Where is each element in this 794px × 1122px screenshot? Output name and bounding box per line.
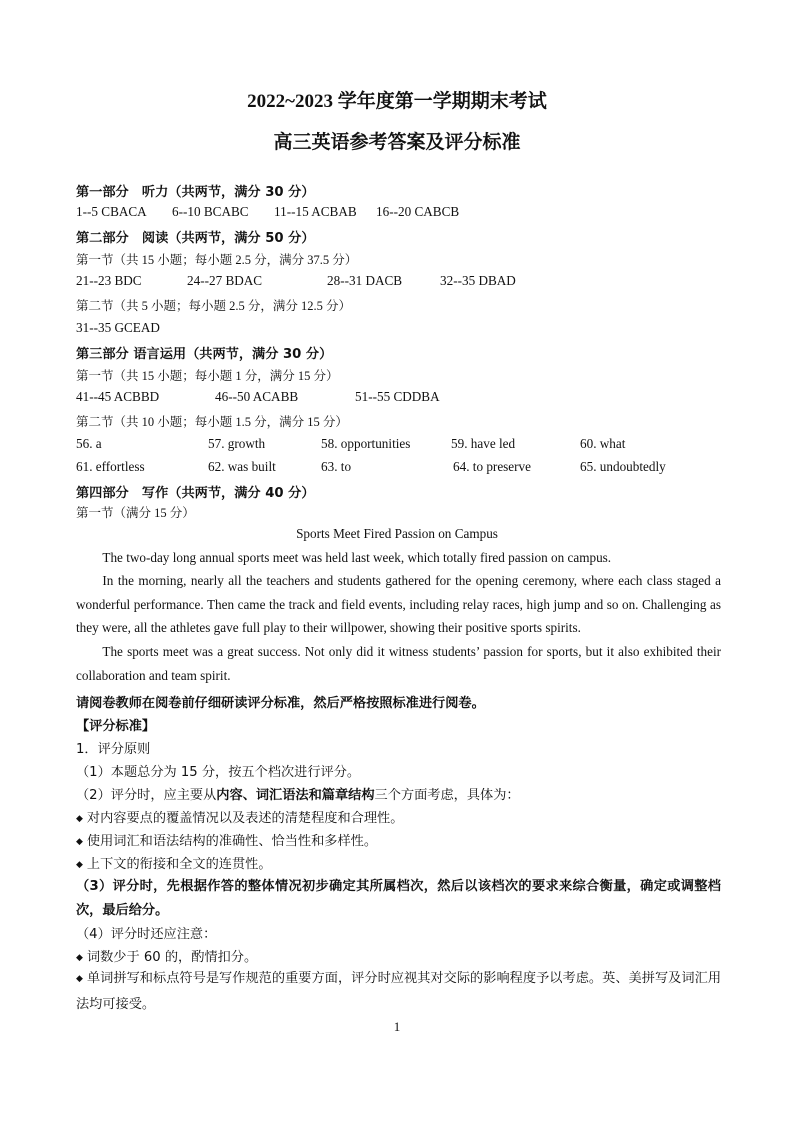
scoring-heading: 【评分标准】	[76, 719, 156, 734]
scoring-bullet-4: ◆ 词数少于 60 的，酌情扣分。	[76, 946, 257, 965]
part2-heading: 第二部分 阅读（共两节，满分 50 分）	[76, 231, 315, 246]
answer-65: 65. undoubtedly	[580, 459, 666, 474]
scoring-principle: 1．评分原则	[76, 742, 151, 757]
part1-answer-4: 16--20 CABCB	[376, 204, 460, 219]
part3-answer-3: 51--55 CDDBA	[355, 389, 440, 404]
part2-section1: 第一节（共 15 小题；每小题 2.5 分，满分 37.5 分）	[76, 253, 358, 267]
part3-answer-1: 41--45 ACBBD	[76, 389, 160, 404]
scoring-item-3: （3）评分时，先根据作答的整体情况初步确定其所属档次，然后以该档次的要求来综合衡量，确定或调整档次，最后给分。	[76, 879, 721, 918]
part3-section1: 第一节（共 15 小题；每小题 1 分，满分 15 分）	[76, 369, 339, 383]
part2-section2-answer: 31--35 GCEAD	[76, 320, 160, 335]
scoring-item-4: （4）评分时还应注意：	[76, 927, 217, 942]
answer-64: 64. to preserve	[453, 459, 531, 474]
exam-title: 2022~2023 学年度第一学期期末考试	[247, 91, 547, 112]
answer-key-title: 高三英语参考答案及评分标准	[273, 131, 521, 153]
page-number: 1	[393, 1019, 401, 1034]
part2-section2: 第二节（共 5 小题；每小题 2.5 分，满分 12.5 分）	[76, 299, 352, 313]
part3-heading: 第三部分 语言运用（共两节，满分 30 分）	[76, 347, 333, 362]
part3-answer-2: 46--50 ACABB	[215, 389, 299, 404]
essay-title: Sports Meet Fired Passion on Campus	[296, 526, 498, 541]
scoring-item-2-post: 三个方面考虑，具体为：	[374, 788, 520, 803]
scoring-item-1: （1）本题总分为 15 分，按五个档次进行评分。	[76, 765, 361, 780]
part4-heading: 第四部分 写作（共两节，满分 40 分）	[76, 486, 315, 501]
answer-61: 61. effortless	[76, 459, 145, 474]
part1-heading: 第一部分 听力（共两节，满分 30 分）	[76, 185, 315, 200]
answer-63: 63. to	[321, 459, 352, 474]
part2-answer-1: 21--23 BDC	[76, 273, 142, 288]
part1-answer-2: 6--10 BCABC	[172, 204, 249, 219]
essay-paragraph-2: In the morning, nearly all the teachers and students gathered for the opening ceremony, where each class staged a wonderful performance. Then came the track and field events, including relay races, high jump and so on. Challenging as they were, all the athletes gave full play to their willpower, showing their positive sports spirits.	[76, 573, 721, 635]
scoring-item-2-emphasis: 内容、词汇语法和篇章结构	[216, 788, 375, 803]
scoring-item-2	[76, 784, 520, 803]
essay-paragraph-3: The sports meet was a great success. Not only did it witness students’ passion for sports, but it also exhibited their collaboration and team spirit.	[76, 644, 721, 683]
scoring-bullet-1: ◆ 对内容要点的覆盖情况以及表述的清楚程度和合理性。	[76, 807, 403, 826]
answer-58: 58. opportunities	[321, 436, 411, 451]
part4-section1: 第一节（满分 15 分）	[76, 506, 195, 520]
part2-answer-2: 24--27 BDAC	[187, 273, 263, 288]
scoring-item-2-pre: （2）评分时，应主要从	[76, 788, 217, 803]
essay-paragraph-1: The two-day long annual sports meet was held last week, which totally fired passion on campus.	[102, 550, 612, 565]
part2-answer-3: 28--31 DACB	[327, 273, 403, 288]
scoring-bullet-3: ◆ 上下文的衔接和全文的连贯性。	[76, 853, 272, 872]
part2-answer-4: 32--35 DBAD	[440, 273, 516, 288]
part3-section2: 第二节（共 10 小题；每小题 1.5 分，满分 15 分）	[76, 415, 348, 429]
answer-57: 57. growth	[208, 436, 266, 451]
answer-56: 56. a	[76, 436, 102, 451]
answer-60: 60. what	[580, 436, 626, 451]
scoring-bullet-5: ◆ 单词拼写和标点符号是写作规范的重要方面，评分时应视其对交际的影响程度予以考虑。英、美拼写及词汇用法均可接受。	[76, 967, 721, 1016]
answer-62: 62. was built	[208, 459, 276, 474]
answer-59: 59. have led	[451, 436, 516, 451]
scoring-bullet-2: ◆ 使用词汇和语法结构的准确性、恰当性和多样性。	[76, 830, 377, 849]
part1-answer-1: 1--5 CBACA	[76, 204, 147, 219]
part1-answer-3: 11--15 ACBAB	[274, 204, 357, 219]
grading-notice: 请阅卷教师在阅卷前仔细研读评分标准，然后严格按照标准进行阅卷。	[76, 696, 485, 711]
